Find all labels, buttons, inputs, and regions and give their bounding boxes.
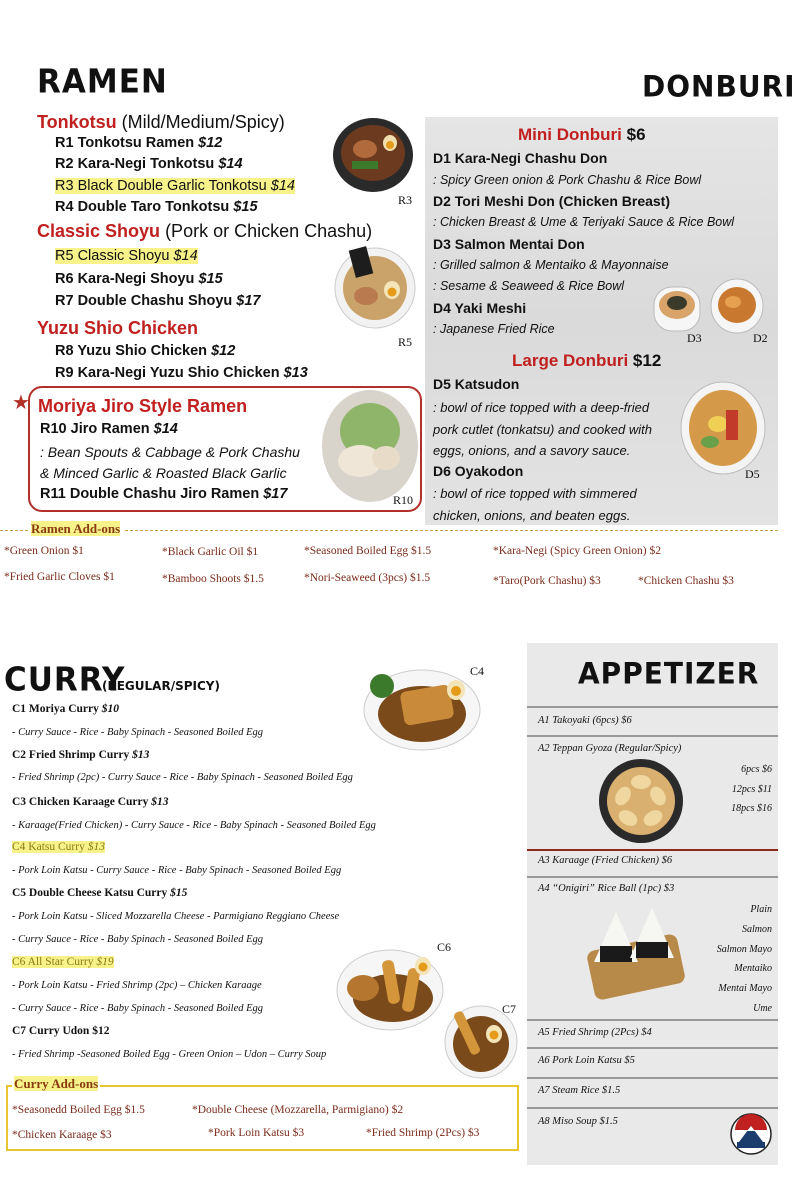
c6-desc: - Curry Sauce - Rice - Baby Spinach - Seasoned Boiled Egg [12, 1003, 264, 1014]
menu-item-a3: A3 Karaage (Fried Chicken) $6 [538, 855, 673, 866]
d6-desc [433, 483, 637, 526]
tonkotsu-heading: Tonkotsu (Mild/Medium/Spicy) [37, 112, 285, 132]
donburi-d5-photo [680, 380, 766, 476]
menu-item-r8: R8 Yuzu Shio Chicken $12 [55, 343, 236, 359]
c5-desc: - Curry Sauce - Rice - Baby Spinach - Seasoned Boiled Egg [12, 934, 264, 945]
d4-desc: : Japanese Fried Rice [433, 322, 555, 336]
gyoza-photo [598, 758, 684, 844]
appetizer-title: APPETIZER [578, 656, 760, 691]
menu-item-a7: A7 Steam Rice $1.5 [538, 1085, 621, 1096]
curry-c6-photo [335, 940, 445, 1032]
shoyu-heading: Classic Shoyu (Pork or Chicken Chashu) [37, 221, 373, 241]
photo-label-d5: D5 [745, 467, 760, 481]
menu-item-r7: R7 Double Chashu Shoyu $17 [55, 293, 261, 309]
donburi-title: DONBURI [642, 69, 796, 104]
photo-label-c4: C4 [470, 664, 485, 678]
d3-desc-1: : Grilled salmon & Mentaiko & Mayonnaise [433, 258, 669, 272]
menu-item-r4: R4 Double Taro Tonkotsu $15 [55, 199, 258, 215]
curry-title: CURRY [4, 661, 126, 699]
d3-desc-2: : Sesame & Seaweed & Rice Bowl [433, 279, 625, 293]
menu-item-c2: C2 Fried Shrimp Curry $13 [12, 749, 150, 761]
menu-item-r3: R3 Black Double Garlic Tonkotsu $14 [55, 178, 295, 194]
menu-item-a4: A4 “Onigiri” Rice Ball (1pc) $3 [538, 883, 675, 894]
ramen-addon: *Bamboo Shoots $1.5 [162, 573, 264, 585]
onigiri-photo [586, 902, 686, 998]
divider [527, 1077, 778, 1079]
menu-item-d4: D4 Yaki Meshi [433, 300, 527, 316]
d5-desc [433, 397, 652, 462]
ramen-addons-title: Ramen Add-ons [28, 521, 123, 537]
menu-item-c5: C5 Double Cheese Katsu Curry $15 [12, 887, 188, 899]
divider [527, 706, 778, 708]
donburi-d3-photo [652, 283, 702, 335]
ramen-title: RAMEN [37, 63, 168, 101]
photo-label-r5: R5 [398, 335, 413, 349]
restaurant-logo [729, 1112, 773, 1156]
photo-label-r3: R3 [398, 193, 413, 207]
curry-addons-title: Curry Add-ons [14, 1076, 99, 1091]
curry-c4-photo [362, 660, 485, 752]
d6-desc-line: chicken, onions, and beaten eggs. [433, 507, 631, 523]
ramen-r3-photo [330, 115, 416, 195]
menu-item-d6: D6 Oyakodon [433, 463, 524, 479]
curry-addons-box [6, 1085, 519, 1151]
ramen-addon: *Fried Garlic Cloves $1 [4, 571, 115, 583]
menu-item-c6: C6 All Star Curry $19 [12, 956, 114, 968]
divider [527, 1019, 778, 1021]
ramen-addon: *Black Garlic Oil $1 [162, 546, 259, 558]
menu-item-c7: C7 Curry Udon $12 [12, 1025, 110, 1037]
jiro-desc-1: : Bean Spouts & Cabbage & Pork Chashu [40, 444, 300, 460]
mini-donburi-heading: Mini Donburi $6 [518, 125, 646, 144]
a4-option: Salmon Mayo [716, 944, 772, 955]
menu-item-d3: D3 Salmon Mentai Don [433, 236, 585, 252]
a4-option: Mentaiko [734, 963, 772, 974]
photo-label-c6: C6 [437, 940, 452, 954]
photo-label-d2: D2 [753, 331, 768, 345]
a4-option: Salmon [742, 924, 772, 935]
ramen-addon: *Taro(Pork Chashu) $3 [493, 575, 601, 587]
d5-desc-line: : bowl of rice topped with a deep-fried [433, 400, 650, 415]
menu-item-d1: D1 Kara-Negi Chashu Don [433, 150, 608, 166]
ramen-r5-photo [332, 238, 418, 334]
menu-item-c3: C3 Chicken Karaage Curry $13 [12, 796, 169, 808]
menu-item-a2: A2 Teppan Gyoza (Regular/Spicy) [538, 743, 682, 754]
menu-item-a6: A6 Pork Loin Katsu $5 [538, 1055, 635, 1066]
ramen-addon: *Nori-Seaweed (3pcs) $1.5 [304, 572, 431, 584]
menu-item-d5: D5 Katsudon [433, 376, 520, 392]
ramen-r10-photo [320, 386, 420, 506]
jiro-desc-2: & Minced Garlic & Roasted Black Garlic [40, 465, 287, 481]
ramen-addon: *Green Onion $1 [4, 545, 84, 557]
d2-desc: : Chicken Breast & Ume & Teriyaki Sauce & Rice Bowl [433, 215, 735, 229]
c7-desc: - Fried Shrimp -Seasoned Boiled Egg - Green Onion – Udon – Curry Soup [12, 1049, 327, 1060]
donburi-d2-photo [710, 278, 764, 334]
c1-desc: - Curry Sauce - Rice - Baby Spinach - Seasoned Boiled Egg [12, 727, 264, 738]
photo-label-c7: C7 [502, 1002, 517, 1016]
a2-option: 6pcs $6 [741, 764, 772, 775]
menu-item-r2: R2 Kara-Negi Tonkotsu $14 [55, 156, 243, 172]
menu-item-a5: A5 Fried Shrimp (2Pcs) $4 [538, 1027, 652, 1038]
curry-addon: *Seasonedd Boiled Egg $1.5 [12, 1104, 145, 1116]
yuzu-heading: Yuzu Shio Chicken [37, 318, 199, 338]
menu-item-r9: R9 Kara-Negi Yuzu Shio Chicken $13 [55, 365, 308, 381]
menu-item-r5: R5 Classic Shoyu $14 [55, 248, 198, 264]
photo-label-r10: R10 [393, 493, 414, 507]
c5-desc: - Pork Loin Katsu - Sliced Mozzarella Cheese - Parmigiano Reggiano Cheese [12, 911, 340, 922]
menu-item-a8: A8 Miso Soup $1.5 [538, 1116, 618, 1127]
menu-item-r6: R6 Kara-Negi Shoyu $15 [55, 271, 223, 287]
c2-desc: - Fried Shrimp (2pc) - Curry Sauce - Rice - Baby Spinach - Seasoned Boiled Egg [12, 772, 353, 783]
photo-label-d3: D3 [687, 331, 702, 345]
c4-desc: - Pork Loin Katsu - Curry Sauce - Rice - Baby Spinach - Seasoned Boiled Egg [12, 865, 342, 876]
a2-option: 18pcs $16 [731, 803, 772, 814]
a2-option: 12pcs $11 [731, 784, 772, 795]
divider [527, 849, 778, 851]
curry-subtitle: (REGULAR/SPICY) [102, 679, 220, 693]
c6-desc: - Pork Loin Katsu - Fried Shrimp (2pc) – Chicken Karaage [12, 980, 262, 991]
curry-addon: *Fried Shrimp (2Pcs) $3 [366, 1127, 480, 1139]
divider [527, 1047, 778, 1049]
d5-desc-line: pork cutlet (tonkatsu) and cooked with [433, 421, 652, 437]
menu-item-r11: R11 Double Chashu Jiro Ramen $17 [40, 486, 288, 502]
ramen-addon: *Kara-Negi (Spicy Green Onion) $2 [493, 545, 661, 557]
a4-option: Plain [750, 904, 772, 915]
menu-item-r10: R10 Jiro Ramen $14 [40, 421, 178, 437]
menu-item-c4: C4 Katsu Curry $13 [12, 841, 105, 853]
c3-desc: - Karaage(Fried Chicken) - Curry Sauce - Rice - Baby Spinach - Seasoned Boiled Egg [12, 820, 376, 831]
large-donburi-heading: Large Donburi $12 [512, 351, 662, 370]
menu-item-r1: R1 Tonkotsu Ramen $12 [55, 135, 223, 151]
curry-addon: *Pork Loin Katsu $3 [208, 1127, 305, 1139]
menu-item-c1: C1 Moriya Curry $10 [12, 703, 119, 715]
menu-item-d2: D2 Tori Meshi Don (Chicken Breast) [433, 193, 671, 209]
ramen-addon: *Seasoned Boiled Egg $1.5 [304, 545, 432, 557]
curry-addon: *Chicken Karaage $3 [12, 1129, 112, 1141]
star-icon: ★ [12, 392, 30, 414]
menu-item-a1: A1 Takoyaki (6pcs) $6 [538, 715, 632, 726]
a4-option: Ume [753, 1003, 772, 1014]
ramen-addon: *Chicken Chashu $3 [638, 575, 734, 587]
curry-addon: *Double Cheese (Mozzarella, Parmigiano) $2 [192, 1104, 404, 1116]
jiro-heading: Moriya Jiro Style Ramen [38, 396, 248, 416]
divider [527, 876, 778, 878]
divider [527, 735, 778, 737]
d6-desc-line: : bowl of rice topped with simmered [433, 486, 637, 501]
divider [527, 1107, 778, 1109]
a4-option: Mentai Mayo [718, 983, 772, 994]
d5-desc-line: eggs, onions, and a savory sauce. [433, 443, 631, 458]
d1-desc: : Spicy Green onion & Pork Chashu & Rice Bowl [433, 173, 702, 187]
